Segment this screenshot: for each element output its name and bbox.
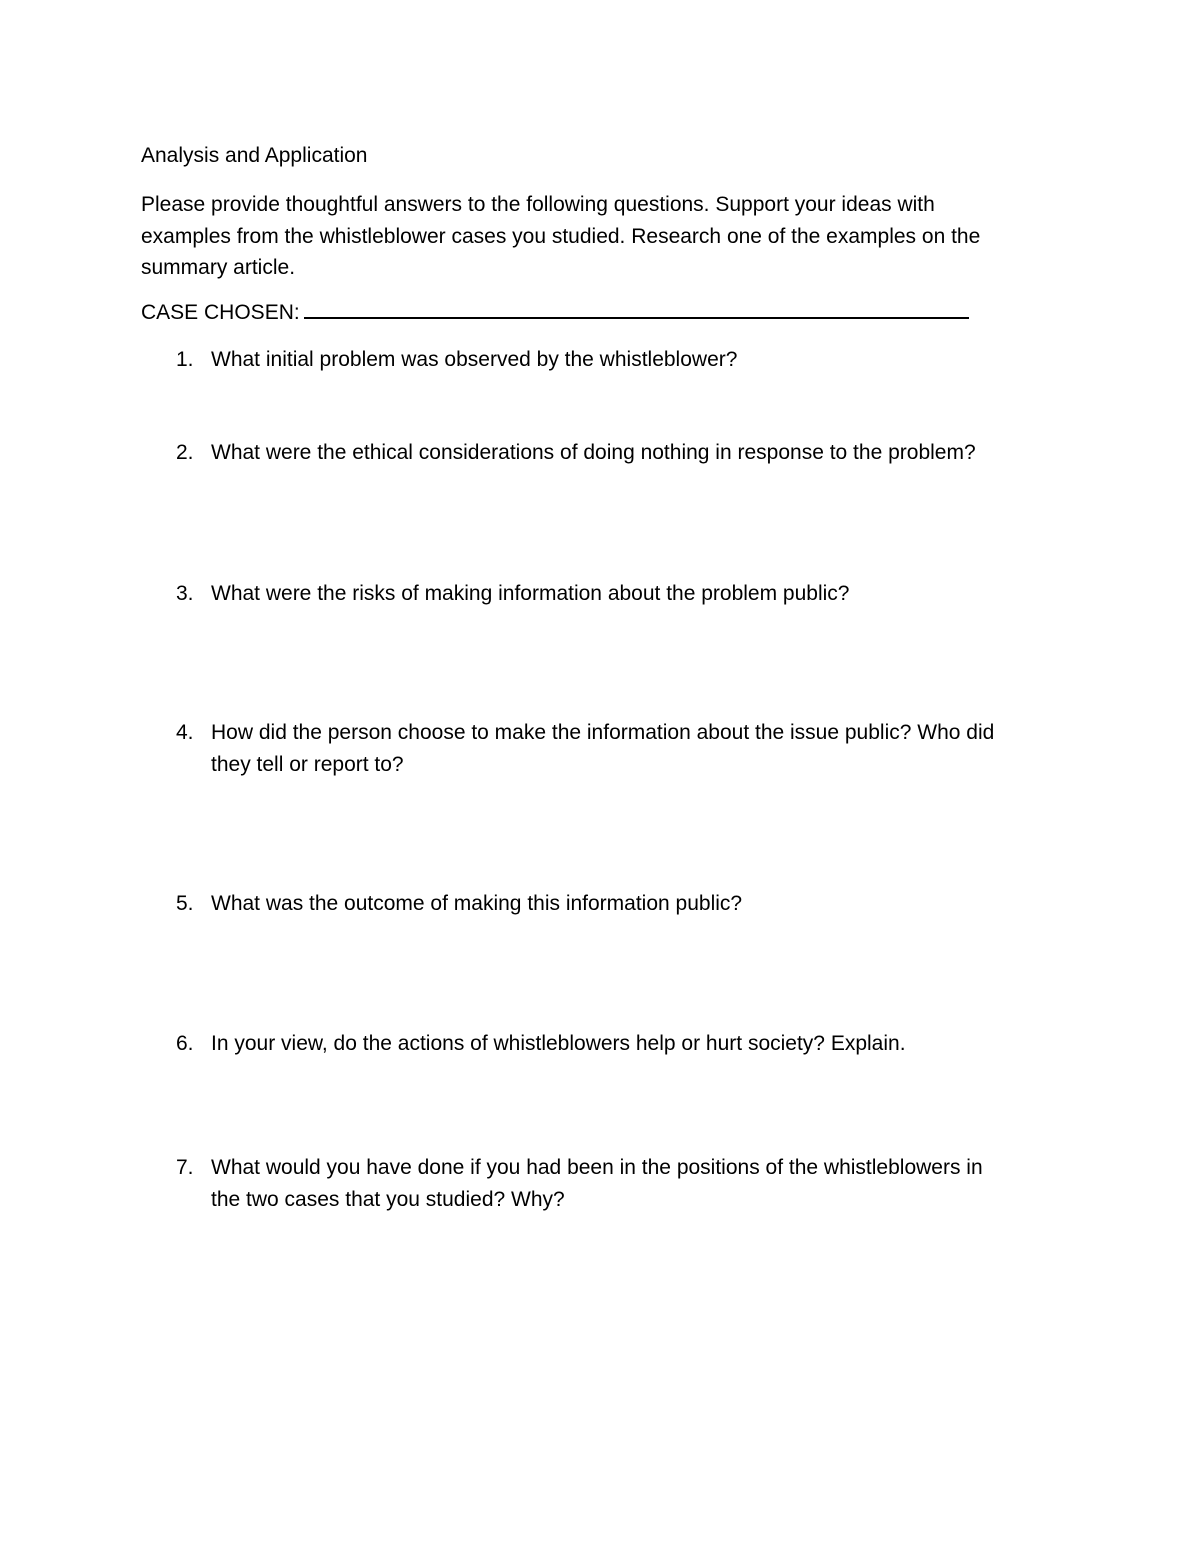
question-number: 4. — [176, 721, 194, 744]
question-line: What was the outcome of making this information public? — [211, 892, 743, 915]
question-line: the two cases that you studied? Why? — [211, 1187, 565, 1211]
question-line: they tell or report to? — [211, 752, 404, 776]
question-line: What would you have done if you had been in the positions of the whistleblowers in — [211, 1156, 983, 1179]
instructions-line: examples from the whistleblower cases you studied. Research one of the examples on the — [141, 224, 981, 248]
question-number: 6. — [176, 1032, 194, 1055]
question-text — [211, 1028, 1071, 1060]
question-line: What initial problem was observed by the whistleblower? — [211, 348, 738, 371]
case-chosen-row — [141, 297, 969, 327]
question-line: What were the ethical considerations of doing nothing in response to the problem? — [211, 441, 976, 464]
case-chosen-label: CASE CHOSEN: — [141, 301, 300, 324]
question-text — [211, 344, 1071, 376]
question-line: In your view, do the actions of whistleblowers help or hurt society? Explain. — [211, 1032, 906, 1055]
question-number: 7. — [176, 1156, 194, 1179]
question-text — [211, 437, 1071, 469]
question-text — [211, 888, 1071, 920]
instructions-paragraph — [141, 189, 1041, 284]
question-number: 3. — [176, 582, 194, 605]
case-chosen-blank-line[interactable] — [304, 297, 969, 319]
instructions-line: Please provide thoughtful answers to the following questions. Support your ideas with — [141, 193, 935, 216]
question-text — [211, 1152, 1071, 1215]
question-number: 1. — [176, 348, 194, 371]
question-number: 5. — [176, 892, 194, 915]
question-text — [211, 578, 1071, 610]
question-line: What were the risks of making information about the problem public? — [211, 582, 850, 605]
question-text — [211, 717, 1071, 780]
document-title: Analysis and Application — [141, 144, 368, 167]
question-number: 2. — [176, 441, 194, 464]
instructions-line: summary article. — [141, 256, 296, 279]
question-line: How did the person choose to make the information about the issue public? Who did — [211, 721, 995, 744]
